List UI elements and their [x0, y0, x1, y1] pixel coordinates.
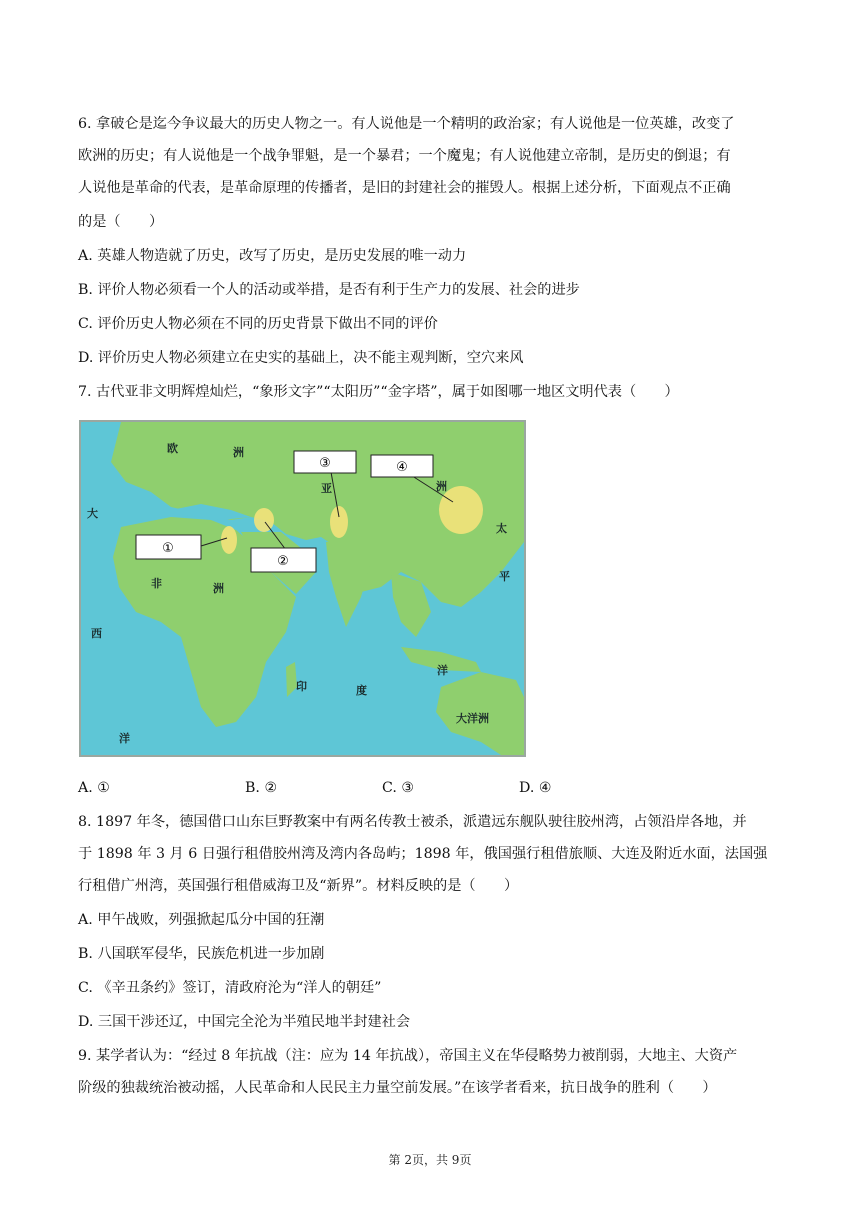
label-pacific-2: 平 — [499, 570, 510, 583]
q8-option-d: D. 三国干涉还辽，中国完全沦为半殖民地半封建社会 — [78, 1014, 411, 1030]
q6-stem-line-1: 6. 拿破仑是迄今争议最大的历史人物之一。有人说他是一个精明的政治家；有人说他是一位英雄，改变了 — [78, 116, 735, 132]
q6-option-a: A. 英雄人物造就了历史，改写了历史，是历史发展的唯一动力 — [78, 248, 467, 264]
q8-stem-line-3: 行租借广州湾，英国强行租借威海卫及“新界”。材料反映的是（ ） — [78, 878, 519, 894]
q7-option-c: C. ③ — [382, 780, 415, 796]
q6-option-c: C. 评价历史人物必须在不同的历史背景下做出不同的评价 — [78, 316, 438, 332]
callout-2-label: ② — [277, 554, 289, 569]
mesopotamia-highlight — [254, 508, 274, 532]
q6-stem-line-4: 的是（ ） — [78, 214, 164, 230]
label-ocean-1: 洋 — [437, 664, 448, 677]
label-asia-1: 亚 — [321, 482, 332, 495]
label-indian-2: 度 — [356, 684, 367, 697]
label-ocean-2: 洋 — [119, 732, 130, 745]
q6-option-b: B. 评价人物必须看一个人的活动或举措，是否有利于生产力的发展、社会的进步 — [78, 282, 580, 298]
world-map-graphic — [81, 422, 524, 755]
china-highlight — [439, 486, 483, 534]
q9-stem-line-2: 阶级的独裁统治被动摇，人民革命和人民民主力量空前发展。”在该学者看来，抗日战争的胜利（ ） — [78, 1080, 717, 1096]
label-indian-1: 印 — [296, 680, 307, 693]
label-oceania: 大洋洲 — [456, 712, 489, 725]
label-atlantic: 大 — [87, 507, 98, 520]
q8-stem-line-1: 8. 1897 年冬，德国借口山东巨野教案中有两名传教士被杀，派遣远东舰队驶往胶州湾，占领沿岸各地，并 — [78, 814, 747, 830]
callout-4-label: ④ — [396, 460, 408, 475]
callout-3-label: ③ — [319, 456, 331, 471]
q7-option-d: D. ④ — [519, 780, 552, 796]
q6-stem-line-2: 欧洲的历史；有人说他是一个战争罪魁，是一个暴君；一个魔鬼；有人说他建立帝制，是历史的倒退；有 — [78, 148, 731, 164]
callout-1-label: ① — [162, 541, 174, 556]
q9-stem-line-1: 9. 某学者认为：“经过 8 年抗战（注：应为 14 年抗战），帝国主义在华侵略势力被削弱，大地主、大资产 — [78, 1048, 738, 1064]
indus-highlight — [330, 506, 348, 538]
label-pacific-1: 太 — [496, 522, 507, 535]
q8-option-b: B. 八国联军侵华，民族危机进一步加剧 — [78, 946, 325, 962]
label-europe-2: 洲 — [233, 446, 244, 459]
page-footer: 第 2页，共 9页 — [388, 1153, 472, 1167]
label-africa-2: 洲 — [213, 582, 224, 595]
world-map — [79, 420, 526, 757]
q7-option-a: A. ① — [78, 780, 110, 796]
q7-option-b: B. ② — [245, 780, 278, 796]
q8-option-c: C. 《辛丑条约》签订，清政府沦为“洋人的朝廷” — [78, 980, 382, 996]
q6-option-d: D. 评价历史人物必须建立在史实的基础上，决不能主观判断，空穴来风 — [78, 350, 524, 366]
q7-stem: 7. 古代亚非文明辉煌灿烂，“象形文字”“太阳历”“金字塔”，属于如图哪一地区文明代表（ ） — [78, 384, 679, 400]
label-atlantic-2: 西 — [91, 627, 102, 640]
q8-stem-line-2: 于 1898 年 3 月 6 日强行租借胶州湾及湾内各岛屿；1898 年，俄国强行租借旅顺、大连及附近水面，法国强 — [78, 846, 768, 862]
label-europe-1: 欧 — [167, 442, 178, 455]
label-africa-1: 非 — [151, 577, 162, 590]
q6-stem-line-3: 人说他是革命的代表，是革命原理的传播者，是旧的封建社会的摧毁人。根据上述分析，下面观点不正确 — [78, 180, 731, 196]
egypt-highlight — [221, 526, 237, 554]
label-asia-2: 洲 — [436, 480, 447, 493]
q8-option-a: A. 甲午战败，列强掀起瓜分中国的狂潮 — [78, 912, 325, 928]
